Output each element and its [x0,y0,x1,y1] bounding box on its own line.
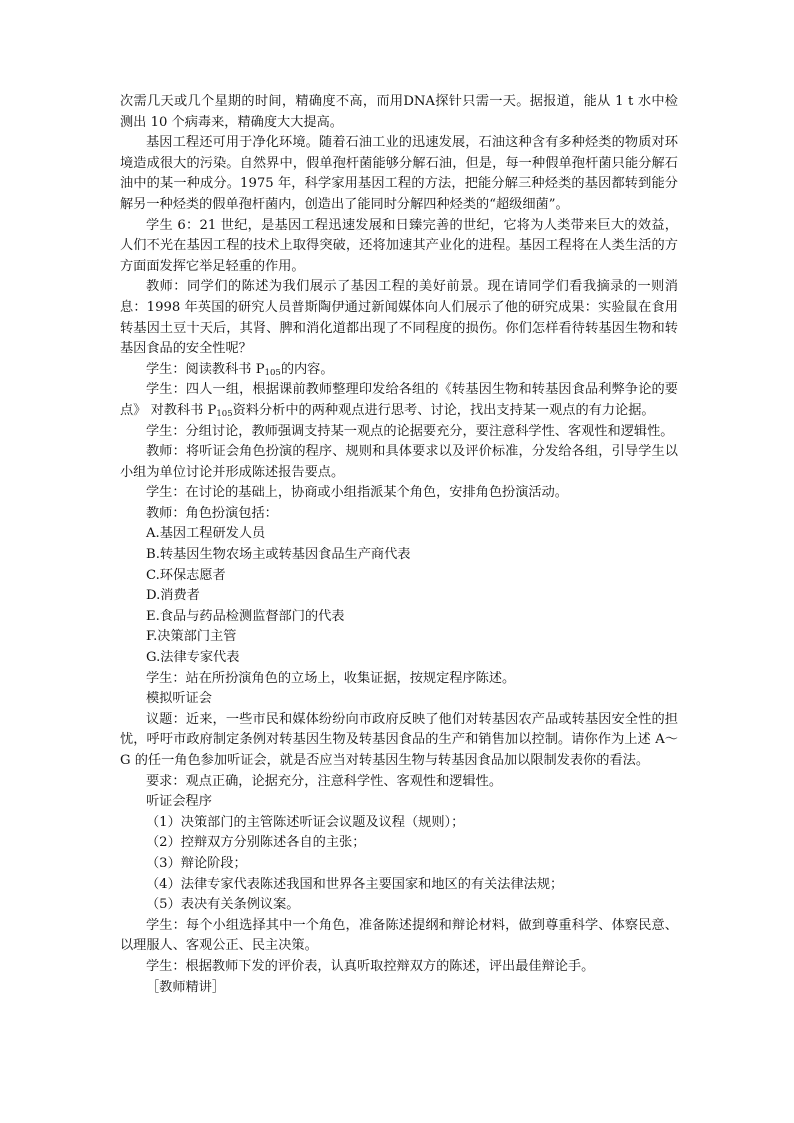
list-item: C.环保志愿者 [146,567,226,583]
paragraph: 基因工程还可用于净化环境。随着石油工业的迅速发展，石油这种含有多种烃类的物质对环境造成很大的污染。自然界中，假单孢杆菌能够分解石油，但是，每一种假单孢杆菌只能分解石油中的某一种成分。1975 年，科学家用基因工程的方法，把能分解三种烃类的基因都转到能分解另一种烃类的假单孢杆菌内，创造出了能同时分解四种烃类的“超级细菌”。 [120,135,678,212]
paragraph: 学生：站在所扮演角色的立场上，收集证据，按规定程序陈述。 [146,670,516,686]
text-run: 学生：四人一组，根据课前教师整理印发给各组的《转基因生物和转基因食品利弊争论的要点》 对教科书 P [120,382,678,418]
list-item: E.食品与药品检测监督部门的代表 [146,608,345,624]
paragraph: 要求：观点正确，论据充分，注意科学性、客观性和逻辑性。 [146,773,503,789]
list-item: （4）法律专家代表陈述我国和世界各主要国家和地区的有关法律法规； [146,876,564,892]
list-item: （1）决策部门的主管陈述听证会议题及议程（规则）； [146,814,465,830]
list-item: F.决策部门主管 [146,629,237,645]
list-item: （5）表决有关条例议案。 [146,897,300,913]
paragraph: 学生：分组讨论，教师强调支持某一观点的论据要充分，要注意科学性、客观性和逻辑性。 [146,423,674,439]
text-run: 学生：阅读教科书 P [146,361,265,377]
list-item: G.法律专家代表 [146,650,240,666]
list-item: （2）控辩双方分别陈述各自的主张； [146,835,366,851]
list-item: （3）辩论阶段； [146,855,247,871]
section-heading: 听证会程序 [146,794,212,810]
page-subscript: 105 [264,367,281,378]
paragraph: 教师：将听证会角色扮演的程序、规则和具体要求以及评价标准，分发给各组，引导学生以小组为单位讨论并形成陈述报告要点。 [120,444,678,480]
paragraph: 学生：在讨论的基础上，协商或小组指派某个角色，安排角色扮演活动。 [146,485,568,501]
paragraph: 学生 6：21 世纪，是基因工程迅速发展和日臻完善的世纪，它将为人类带来巨大的效益，人们不光在基因工程的技术上取得突破，还将加速其产业化的进程。基因工程将在人类生活的方方面面发挥它举足轻重的作用。 [120,217,678,274]
paragraph: 教师：角色扮演包括： [146,505,278,521]
list-item: B.转基因生物农场主或转基因食品生产商代表 [146,547,411,563]
paragraph: 次需几天或几个星期的时间，精确度不高，而用DNA探针只需一天。据报道，能从 1 t 水中检测出 10 个病毒来，精确度大大提高。 [120,94,678,130]
paragraph: 学生：根据教师下发的评价表，认真听取控辩双方的陈述，评出最佳辩论手。 [146,958,595,974]
document-body [120,92,678,998]
page-subscript: 105 [216,408,233,419]
paragraph [120,360,678,381]
section-heading: ［教师精讲］ [146,979,226,995]
list-item: A.基因工程研发人员 [146,526,266,542]
section-heading: 模拟听证会 [146,691,212,707]
paragraph: 学生：每个小组选择其中一个角色，准备陈述提纲和辩论材料，做到尊重科学、体察民意、以理服人、客观公正、民主决策。 [120,917,678,954]
paragraph: 议题：近来，一些市民和媒体纷纷向市政府反映了他们对转基因农产品或转基因安全性的担忧，呼吁市政府制定条例对转基因生物及转基因食品的生产和销售加以控制。请你作为上述 A～G 的任一角色参加听证会，就是否应当对转基因生物与转基因食品加以限制发表你的看法。 [120,711,678,768]
paragraph [120,380,678,421]
paragraph: 教师：同学们的陈述为我们展示了基因工程的美好前景。现在请同学们看我摘录的一则消息：1998 年英国的研究人员普斯陶伊通过新闻媒体向人们展示了他的研究成果：实验鼠在食用转基因土豆十天后，其肾、脾和消化道都出现了不同程度的损伤。你们怎样看待转基因生物和转基因食品的安全性呢？ [120,279,678,357]
list-item: D.消费者 [146,588,200,604]
text-run: 的内容。 [280,361,334,377]
text-run: 资料分析中的两种观点进行思考、讨论，找出支持某一观点的有力论据。 [232,402,655,418]
